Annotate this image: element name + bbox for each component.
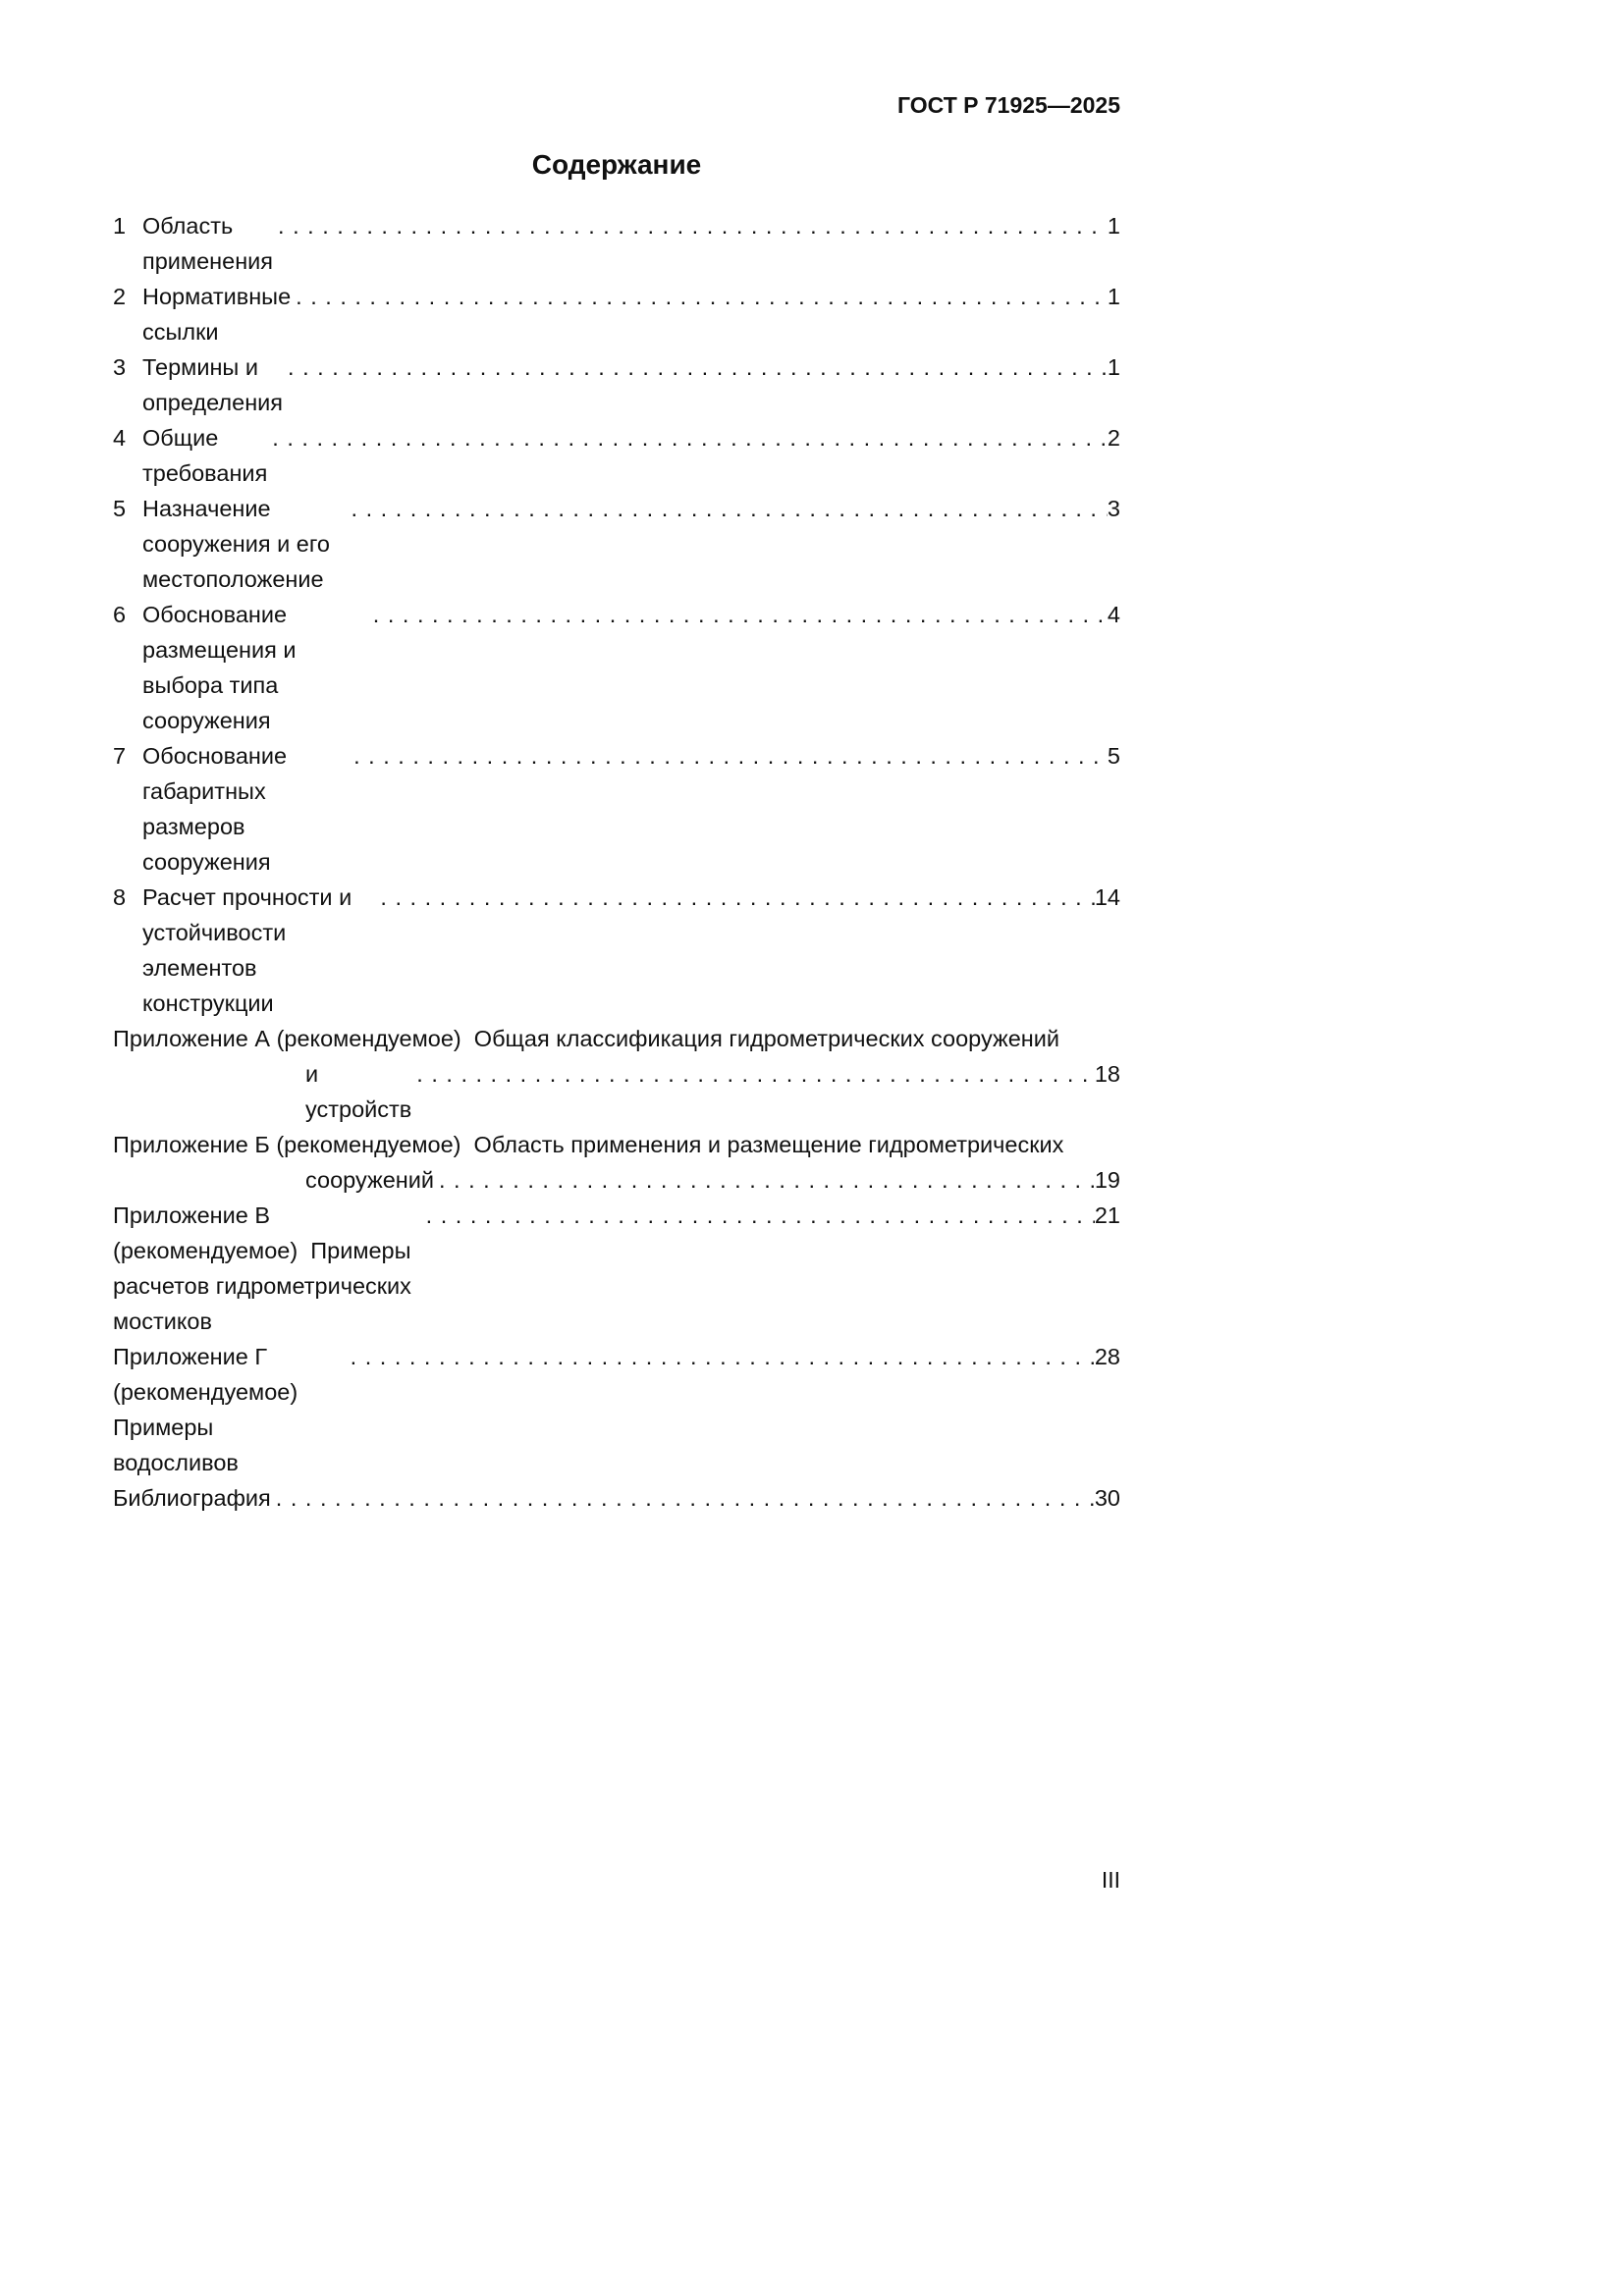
toc-entry [113,279,1120,349]
toc-entry-page: 21 [1094,1202,1120,1228]
toc-entry-page: 30 [1094,1485,1120,1511]
toc-entry-number: 8 [113,884,127,910]
toc-entry-label: Назначение сооружения и его местоположение [142,496,337,592]
doc-number: ГОСТ Р 71925—2025 [897,92,1120,118]
toc-entry-label: Приложение Г (рекомендуемое) Примеры водосливов [113,1344,311,1475]
toc-entry-page: 2 [1107,425,1120,451]
toc-entry-number: 1 [113,213,127,239]
toc-entry [113,1480,1120,1516]
dot-leader [283,349,1108,385]
toc-entry-label: Приложение А (рекомендуемое) Общая классификация гидрометрических сооружений [113,1026,1060,1051]
toc-entry-page: 3 [1107,496,1120,521]
toc-entry [113,420,1120,491]
toc-entry [113,738,1120,880]
toc-entry [113,349,1120,420]
toc-entry-number: 5 [113,496,127,521]
toc-entry-page: 5 [1107,743,1120,769]
toc-entry-label-line2: сооружений [305,1167,434,1193]
toc-entry-number: 4 [113,425,127,451]
toc-entry-label: Обоснование габаритных размеров сооружения [142,743,294,875]
page-number-footer: III [1101,1867,1120,1893]
dot-leader [291,279,1108,314]
dot-leader [434,1162,1095,1198]
toc-entry-page: 18 [1094,1061,1120,1087]
toc-entry-number: 6 [113,602,127,627]
dot-leader [346,1339,1095,1374]
toc-entry-label: Расчет прочности и устойчивости элементов конструкции [142,884,358,1016]
toc-entry-page: 28 [1094,1344,1120,1369]
dot-leader [421,1198,1095,1233]
toc-entry-page: 1 [1107,354,1120,380]
toc-entry [113,1339,1120,1480]
toc-entry-number: 7 [113,743,127,769]
toc-entry-label: Обоснование размещения и выбора типа сооружения [142,602,303,733]
toc-entry-label: Общие требования [142,425,268,486]
toc-entry [113,1021,1120,1127]
toc-entry-continuation [113,1056,1120,1127]
toc-entry-number: 3 [113,354,127,380]
toc-entry [113,491,1120,597]
toc-entry-label: Область применения [142,213,274,274]
dot-leader [347,491,1108,526]
toc-entry-page: 19 [1094,1167,1120,1193]
toc-entry-page: 1 [1107,284,1120,309]
dot-leader [349,738,1108,774]
toc-entry-page: 1 [1107,213,1120,239]
content-column [113,92,1120,1516]
toc-entry-label: Термины и определения [142,354,284,415]
toc-entry-number: 2 [113,284,127,309]
toc-entry-page: 14 [1094,884,1120,910]
toc-entry [113,597,1120,738]
dot-leader [267,420,1108,455]
dot-leader [411,1056,1095,1092]
dot-leader [368,597,1108,632]
toc-entry-label: Приложение В (рекомендуемое) Примеры расчетов гидрометрических мостиков [113,1202,418,1334]
dot-leader [375,880,1094,915]
toc-entry-page: 4 [1107,602,1120,627]
toc-entry [113,208,1120,279]
toc-entry [113,880,1120,1021]
toc-entry-label-line2: и устройств [305,1061,412,1122]
toc-title: Содержание [531,149,702,180]
toc-entry-continuation [113,1162,1120,1198]
table-of-contents [113,208,1120,1516]
toc-entry-label: Приложение Б (рекомендуемое) Область применения и размещение гидрометрических [113,1132,1064,1157]
toc-entry-label: Нормативные ссылки [142,284,298,345]
toc-entry [113,1127,1120,1198]
dot-leader [273,208,1108,243]
dot-leader [271,1480,1095,1516]
toc-entry [113,1198,1120,1339]
toc-entry-label: Библиография [113,1485,271,1511]
